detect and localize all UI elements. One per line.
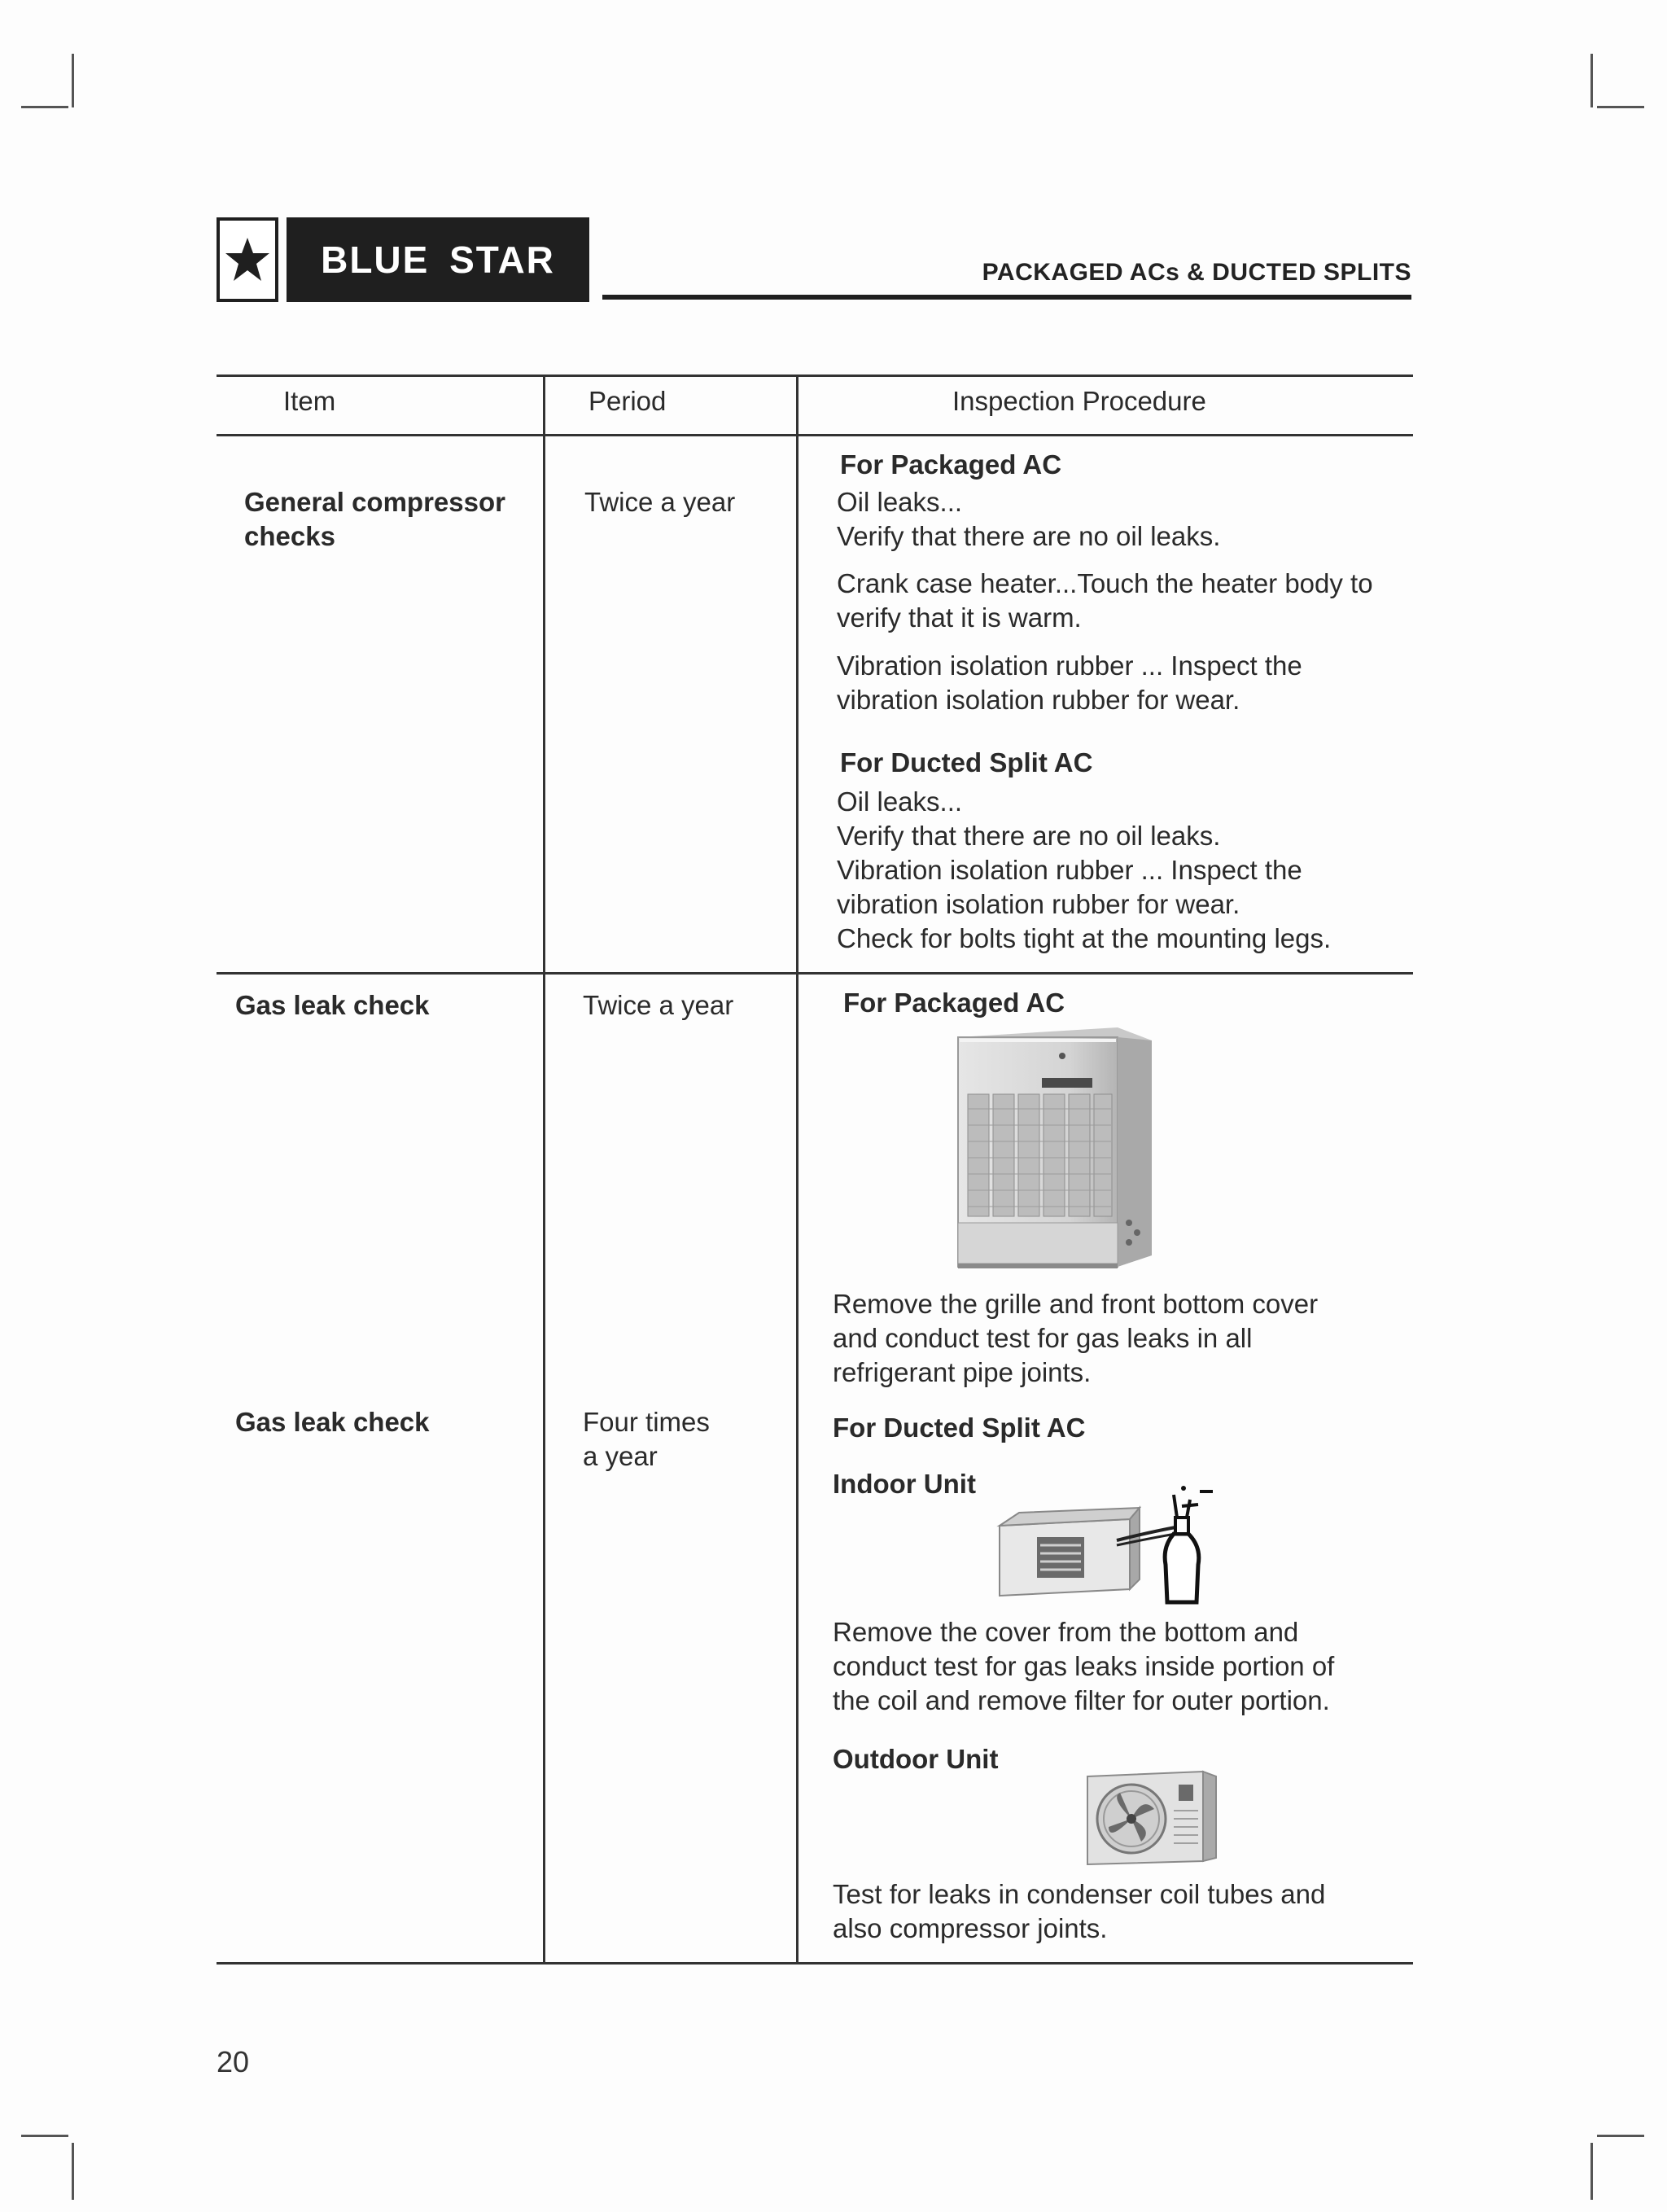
item-general-compressor-checks: General compressor checks xyxy=(244,487,505,551)
crop-mark xyxy=(1590,2143,1593,2200)
packaged-ac-unit-image xyxy=(948,1019,1160,1285)
crop-mark xyxy=(1597,106,1644,108)
crop-mark xyxy=(72,54,74,107)
outdoor-unit-image xyxy=(1083,1765,1221,1871)
column-header-procedure: Inspection Procedure xyxy=(952,386,1206,416)
period-row1: Twice a year xyxy=(584,487,736,517)
header-rule xyxy=(602,295,1411,300)
heading-ducted-split-ac: For Ducted Split AC xyxy=(840,747,1093,777)
star-logo-icon xyxy=(217,217,278,302)
crop-mark xyxy=(72,2143,74,2200)
document-title: PACKAGED ACs & DUCTED SPLITS xyxy=(982,259,1411,286)
table-bottom-rule xyxy=(217,1962,1413,1965)
heading-packaged-ac: For Packaged AC xyxy=(843,988,1065,1018)
heading-outdoor-unit: Outdoor Unit xyxy=(833,1744,999,1774)
heading-indoor-unit: Indoor Unit xyxy=(833,1469,976,1499)
period-row3: Four times a year xyxy=(583,1407,710,1471)
crop-mark xyxy=(21,2135,68,2137)
procedure-text: Oil leaks... Verify that there are no oil leaks. xyxy=(837,487,1221,551)
procedure-text: Oil leaks... Verify that there are no oil leaks. Vibration isolation rubber ... Inspect the vibration isolation rubber for wear. Check for bolts tight at the mounting legs. xyxy=(837,786,1332,953)
period-row2: Twice a year xyxy=(583,990,734,1020)
item-gas-leak-check: Gas leak check xyxy=(235,1407,430,1437)
item-gas-leak-check: Gas leak check xyxy=(235,990,430,1020)
column-header-item: Item xyxy=(283,386,336,416)
heading-packaged-ac: For Packaged AC xyxy=(840,449,1062,480)
heading-ducted-split-ac: For Ducted Split AC xyxy=(833,1413,1086,1443)
page-number: 20 xyxy=(217,2045,250,2078)
indoor-unit-image xyxy=(995,1483,1229,1610)
crop-mark xyxy=(1590,54,1593,107)
procedure-text: Crank case heater...Touch the heater body to verify that it is warm. xyxy=(837,568,1373,633)
procedure-text: Test for leaks in condenser coil tubes and also compressor joints. xyxy=(833,1879,1326,1943)
table-top-rule xyxy=(217,375,1413,377)
crop-mark xyxy=(1597,2135,1644,2137)
column-divider xyxy=(543,375,545,1965)
row-divider xyxy=(217,972,1413,975)
brand-logo: BLUE STAR xyxy=(287,217,589,302)
column-header-period: Period xyxy=(588,386,667,416)
procedure-text: Remove the cover from the bottom and conduct test for gas leaks inside portion of the coil and remove filter for outer portion. xyxy=(833,1617,1335,1715)
procedure-text: Remove the grille and front bottom cover and conduct test for gas leaks in all refrigerant pipe joints. xyxy=(833,1289,1319,1387)
procedure-text: Vibration isolation rubber ... Inspect the vibration isolation rubber for wear. xyxy=(837,650,1302,715)
column-divider xyxy=(796,375,798,1965)
crop-mark xyxy=(21,106,68,108)
table-header-rule xyxy=(217,434,1413,436)
